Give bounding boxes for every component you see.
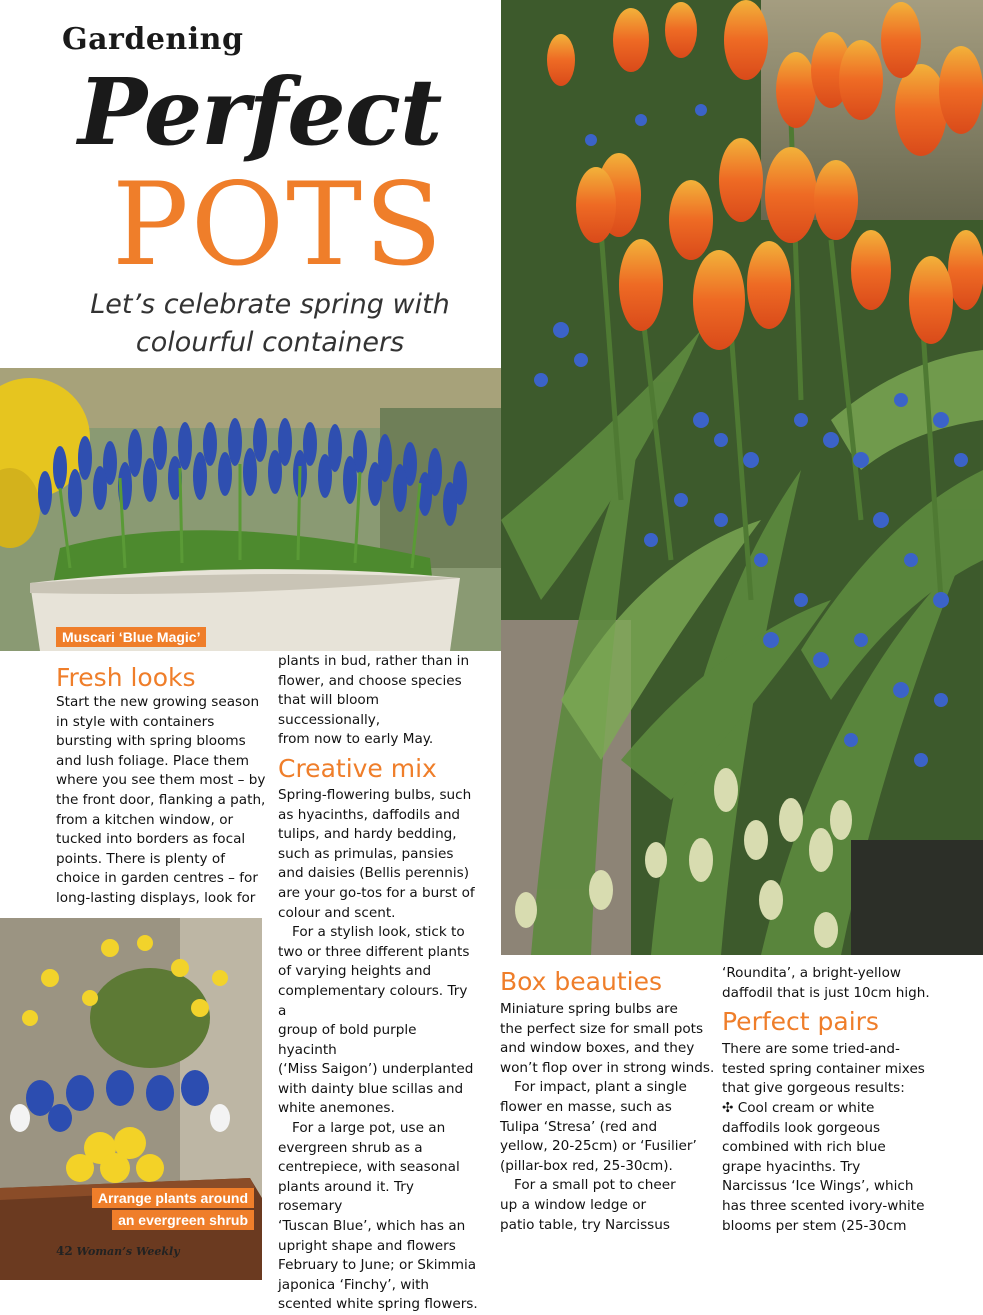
page-number: 42 xyxy=(56,1244,73,1258)
title-pots: POTS xyxy=(112,158,445,291)
text-line: with dainty blue scillas and xyxy=(278,1080,464,1097)
text-line: blooms per stem (25-30cm xyxy=(722,1217,907,1234)
text-line: choice in garden centres – for xyxy=(56,870,258,887)
heading-creative-mix: Creative mix xyxy=(278,753,437,783)
paragraph xyxy=(722,964,947,1003)
muscari-photo-illustration xyxy=(0,368,501,651)
text-line: tulips, and hardy bedding, xyxy=(278,826,457,843)
text-line: colour and scent. xyxy=(278,904,396,921)
bullet-paragraph xyxy=(722,1099,947,1236)
text-line: points. There is plenty of xyxy=(56,850,226,867)
text-line: and daisies (Bellis perennis) xyxy=(278,865,470,882)
text-line: ‘Roundita’, a bright-yellow xyxy=(722,965,902,981)
column-4 xyxy=(722,964,947,1236)
text-line: group of bold purple hyacinth xyxy=(278,1022,417,1058)
text-line: evergreen shrub as a xyxy=(278,1139,423,1156)
text-line: that give gorgeous results: xyxy=(722,1080,905,1097)
title-perfect: Perfect xyxy=(78,58,442,166)
paragraph xyxy=(278,1119,478,1315)
text-line: and lush foliage. Place them xyxy=(56,752,249,769)
arrange-caption-line: an evergreen shrub xyxy=(112,1210,254,1230)
text-line: the front door, flanking a path, xyxy=(56,791,266,808)
paragraph xyxy=(500,1000,715,1078)
text-line: February to June; or Skimmia xyxy=(278,1257,477,1274)
paragraph xyxy=(56,693,266,909)
text-line: from now to early May. xyxy=(278,731,434,748)
paragraph xyxy=(278,786,478,923)
text-line: scented white spring flowers. xyxy=(278,1296,478,1313)
paragraph xyxy=(500,1078,715,1176)
text-line: won’t flop over in strong winds. xyxy=(500,1059,715,1076)
column-2 xyxy=(278,652,478,1315)
text-line: up a window ledge or xyxy=(500,1196,647,1213)
text-line: For a small pot to cheer xyxy=(514,1177,676,1194)
text-line: patio table, try Narcissus xyxy=(500,1216,670,1233)
text-line: ‘Tuscan Blue’, which has an xyxy=(278,1218,466,1235)
muscari-photo xyxy=(0,368,501,651)
text-line: yellow, 20-25cm) or ‘Fusilier’ xyxy=(500,1138,697,1155)
text-line: Narcissus ‘Ice Wings’, which xyxy=(722,1178,914,1195)
text-line: flower, and choose species xyxy=(278,672,462,689)
text-line: centrepiece, with seasonal xyxy=(278,1159,460,1176)
section-label: Gardening xyxy=(62,22,244,57)
text-line: from a kitchen window, or xyxy=(56,811,234,828)
text-line: (pillar-box red, 25-30cm). xyxy=(500,1157,673,1174)
paragraph xyxy=(500,1176,715,1235)
bullet-icon: ✣ xyxy=(722,1099,734,1116)
text-line: two or three different plants xyxy=(278,943,470,960)
text-line: bursting with spring blooms xyxy=(56,733,246,750)
text-line: and window boxes, and they xyxy=(500,1040,695,1057)
text-line: For impact, plant a single xyxy=(514,1079,687,1096)
text-line: upright shape and flowers xyxy=(278,1237,456,1254)
text-line: (‘Miss Saigon’) underplanted xyxy=(278,1061,474,1078)
text-line: Start the new growing season xyxy=(56,694,260,710)
paragraph xyxy=(722,1040,947,1099)
heading-perfect-pairs: Perfect pairs xyxy=(722,1007,879,1037)
subtitle-line: Let’s celebrate spring with xyxy=(90,289,450,320)
muscari-caption: Muscari ‘Blue Magic’ xyxy=(56,627,206,647)
magazine-name: Woman’s Weekly xyxy=(76,1245,180,1258)
text-line: long-lasting displays, look for xyxy=(56,889,256,906)
paragraph xyxy=(278,652,478,750)
tulip-photo-illustration xyxy=(501,0,983,955)
text-line: daffodil that is just 10cm high. xyxy=(722,984,930,1001)
text-line: Tulipa ‘Stresa’ (red and xyxy=(500,1118,658,1135)
text-line: such as primulas, pansies xyxy=(278,845,454,862)
bullet-text: Cool cream or white xyxy=(737,1099,875,1116)
text-line: as hyacinths, daffodils and xyxy=(278,806,461,823)
text-line: flower en masse, such as xyxy=(500,1098,672,1115)
text-line: For a stylish look, stick to xyxy=(292,924,465,941)
column-1 xyxy=(56,663,266,909)
text-line: plants around it. Try rosemary xyxy=(278,1178,414,1215)
text-line: that will bloom successionally, xyxy=(278,692,381,728)
column-3 xyxy=(500,967,715,1235)
text-line: complementary colours. Try a xyxy=(278,982,468,1019)
text-line: the perfect size for small pots xyxy=(500,1020,704,1037)
subtitle xyxy=(40,286,500,362)
heading-fresh-looks: Fresh looks xyxy=(56,663,196,692)
paragraph xyxy=(278,923,478,1119)
text-line: japonica ‘Finchy’, with xyxy=(278,1276,430,1293)
text-line: tested spring container mixes xyxy=(722,1060,925,1077)
heading-box-beauties: Box beauties xyxy=(500,967,662,996)
text-line: are your go-tos for a burst of xyxy=(278,884,475,901)
text-line: Spring-flowering bulbs, such xyxy=(278,786,472,803)
text-line: daffodils look gorgeous xyxy=(722,1119,881,1136)
page-folio xyxy=(56,1244,180,1258)
text-line: has three scented ivory-white xyxy=(722,1197,925,1214)
text-line: For a large pot, use an xyxy=(292,1120,446,1137)
text-line: white anemones. xyxy=(278,1100,395,1117)
text-line: tucked into borders as focal xyxy=(56,831,246,848)
text-line: of varying heights and xyxy=(278,963,432,980)
subtitle-line: colourful containers xyxy=(135,327,405,358)
text-line: where you see them most – by xyxy=(56,772,266,789)
arrange-caption xyxy=(86,1188,254,1230)
text-line: There are some tried-and- xyxy=(722,1041,900,1058)
arrange-caption-line: Arrange plants around xyxy=(92,1188,254,1208)
text-line: Miniature spring bulbs are xyxy=(500,1001,678,1017)
text-line: combined with rich blue xyxy=(722,1139,886,1156)
text-line xyxy=(722,1099,947,1119)
text-line: in style with containers xyxy=(56,713,215,730)
text-line: plants in bud, rather than in xyxy=(278,653,470,669)
tulip-photo xyxy=(501,0,983,955)
text-line: grape hyacinths. Try xyxy=(722,1158,861,1175)
